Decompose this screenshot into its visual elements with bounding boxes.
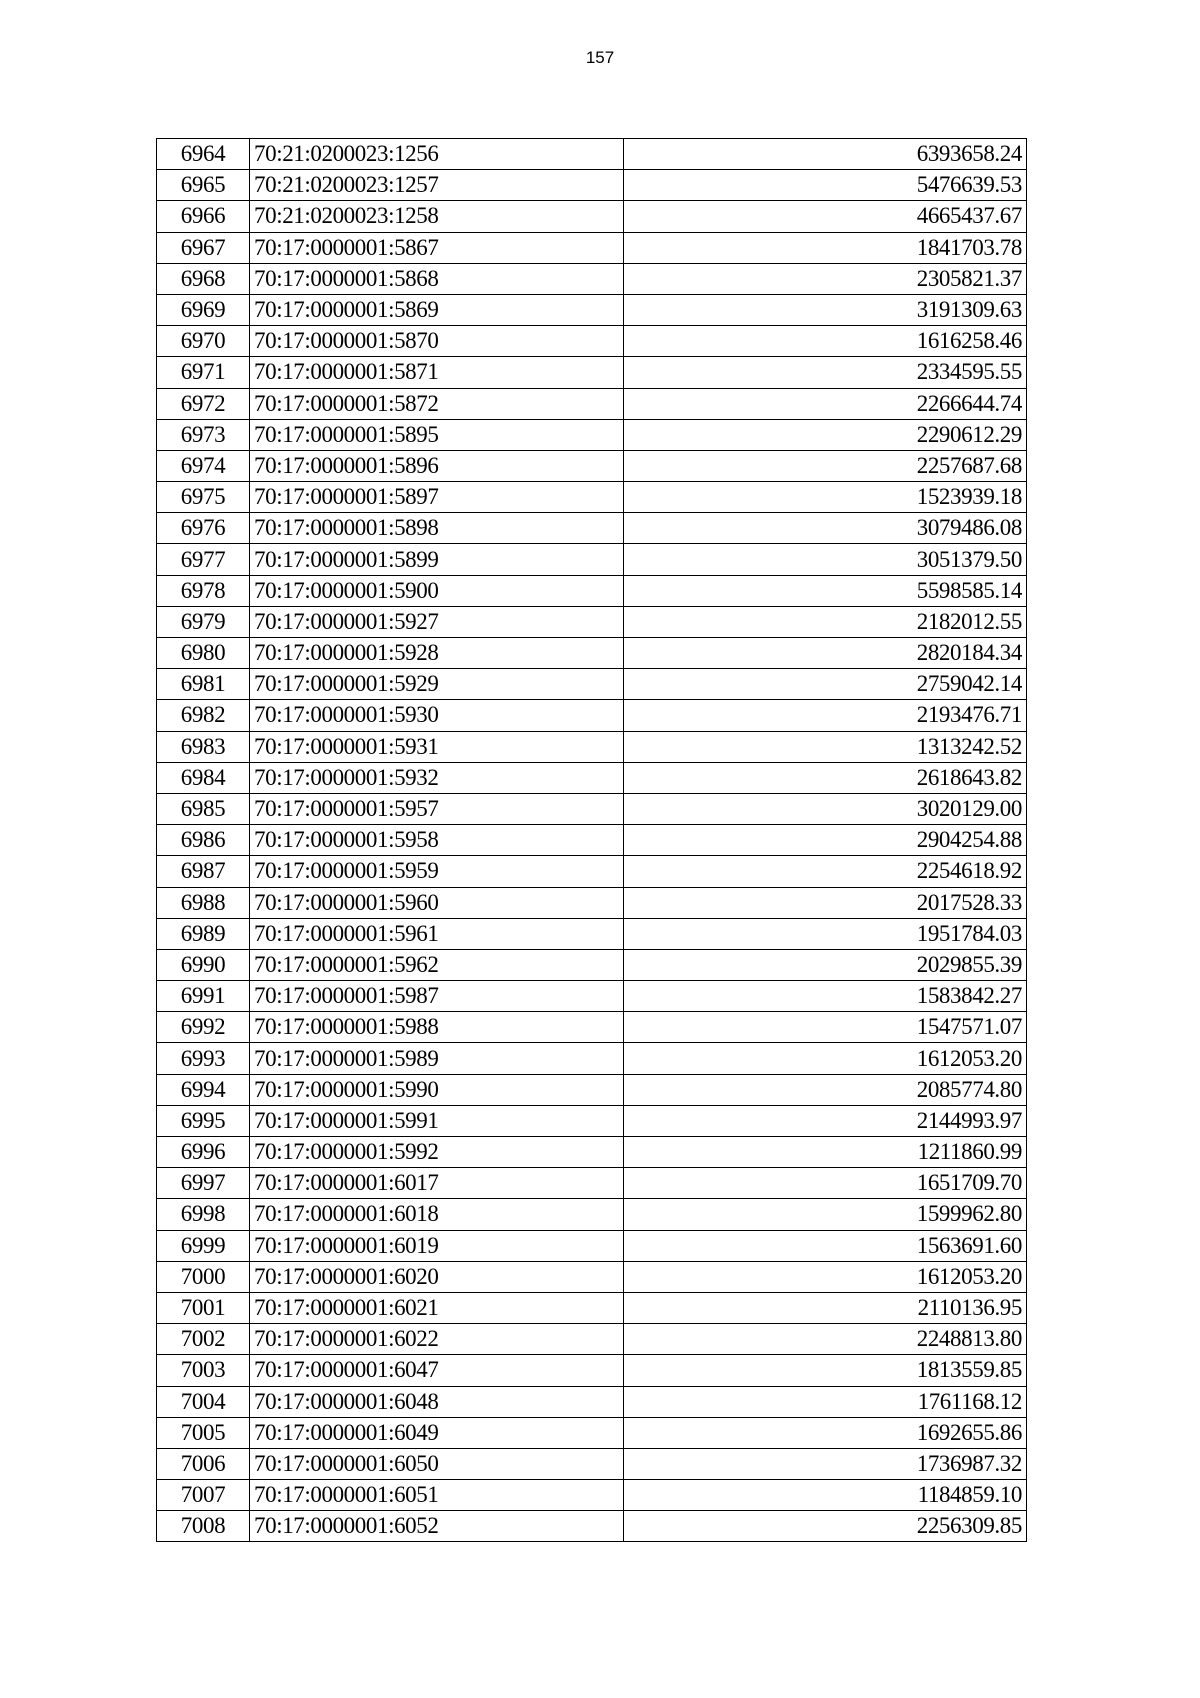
table-row — [157, 762, 1027, 793]
table-row — [157, 1199, 1027, 1230]
table-row — [157, 450, 1027, 481]
value-cell: 1211860.99 — [624, 1137, 1027, 1168]
table-row — [157, 1292, 1027, 1323]
value-cell: 2305821.37 — [624, 263, 1027, 294]
table-row — [157, 232, 1027, 263]
table-row — [157, 887, 1027, 918]
cadastral-number-cell: 70:17:0000001:5959 — [250, 856, 624, 887]
row-number-cell: 7001 — [157, 1292, 250, 1323]
table-row — [157, 201, 1027, 232]
cadastral-number-cell: 70:17:0000001:5898 — [250, 513, 624, 544]
cadastral-number-cell: 70:17:0000001:5992 — [250, 1137, 624, 1168]
row-number-cell: 6985 — [157, 793, 250, 824]
value-cell: 2254618.92 — [624, 856, 1027, 887]
cadastral-number-cell: 70:17:0000001:5870 — [250, 326, 624, 357]
value-cell: 2334595.55 — [624, 357, 1027, 388]
row-number-cell: 6971 — [157, 357, 250, 388]
value-cell: 2904254.88 — [624, 825, 1027, 856]
cadastral-number-cell: 70:17:0000001:5869 — [250, 294, 624, 325]
cadastral-number-cell: 70:17:0000001:6019 — [250, 1230, 624, 1261]
table-row — [157, 482, 1027, 513]
value-cell: 3051379.50 — [624, 544, 1027, 575]
cadastral-number-cell: 70:21:0200023:1256 — [250, 139, 624, 170]
cadastral-number-cell: 70:17:0000001:5929 — [250, 669, 624, 700]
cadastral-number-cell: 70:17:0000001:6050 — [250, 1448, 624, 1479]
cadastral-number-cell: 70:17:0000001:6021 — [250, 1292, 624, 1323]
value-cell: 1951784.03 — [624, 918, 1027, 949]
cadastral-number-cell: 70:17:0000001:6048 — [250, 1386, 624, 1417]
row-number-cell: 6972 — [157, 388, 250, 419]
cadastral-number-cell: 70:17:0000001:5962 — [250, 949, 624, 980]
table-row — [157, 357, 1027, 388]
cadastral-number-cell: 70:17:0000001:5961 — [250, 918, 624, 949]
value-cell: 1612053.20 — [624, 1043, 1027, 1074]
table-row — [157, 918, 1027, 949]
table-row — [157, 825, 1027, 856]
table-row — [157, 1074, 1027, 1105]
table-row — [157, 1012, 1027, 1043]
cadastral-number-cell: 70:17:0000001:5895 — [250, 419, 624, 450]
cadastral-number-cell: 70:17:0000001:5899 — [250, 544, 624, 575]
value-cell: 1583842.27 — [624, 981, 1027, 1012]
table-row — [157, 326, 1027, 357]
row-number-cell: 6982 — [157, 700, 250, 731]
table-row — [157, 1324, 1027, 1355]
value-cell: 5598585.14 — [624, 575, 1027, 606]
row-number-cell: 6970 — [157, 326, 250, 357]
cadastral-number-cell: 70:17:0000001:6052 — [250, 1511, 624, 1542]
row-number-cell: 6999 — [157, 1230, 250, 1261]
table-row — [157, 1043, 1027, 1074]
value-cell: 2017528.33 — [624, 887, 1027, 918]
value-cell: 2618643.82 — [624, 762, 1027, 793]
value-cell: 2266644.74 — [624, 388, 1027, 419]
table-row — [157, 981, 1027, 1012]
row-number-cell: 6998 — [157, 1199, 250, 1230]
cadastral-number-cell: 70:17:0000001:5928 — [250, 638, 624, 669]
table-row — [157, 1137, 1027, 1168]
value-cell: 1651709.70 — [624, 1168, 1027, 1199]
table-row — [157, 1417, 1027, 1448]
value-cell: 2193476.71 — [624, 700, 1027, 731]
table-row — [157, 170, 1027, 201]
row-number-cell: 6993 — [157, 1043, 250, 1074]
value-cell: 1616258.46 — [624, 326, 1027, 357]
row-number-cell: 7002 — [157, 1324, 250, 1355]
row-number-cell: 6983 — [157, 731, 250, 762]
row-number-cell: 7005 — [157, 1417, 250, 1448]
row-number-cell: 6967 — [157, 232, 250, 263]
value-cell: 4665437.67 — [624, 201, 1027, 232]
row-number-cell: 6978 — [157, 575, 250, 606]
cadastral-number-cell: 70:17:0000001:5960 — [250, 887, 624, 918]
value-cell: 2248813.80 — [624, 1324, 1027, 1355]
data-table — [156, 138, 1027, 1542]
table-row — [157, 731, 1027, 762]
value-cell: 1184859.10 — [624, 1480, 1027, 1511]
cadastral-number-cell: 70:17:0000001:6018 — [250, 1199, 624, 1230]
value-cell: 2257687.68 — [624, 450, 1027, 481]
row-number-cell: 6964 — [157, 139, 250, 170]
table-row — [157, 856, 1027, 887]
table-row — [157, 949, 1027, 980]
cadastral-number-cell: 70:17:0000001:5957 — [250, 793, 624, 824]
cadastral-number-cell: 70:17:0000001:6049 — [250, 1417, 624, 1448]
table-row — [157, 139, 1027, 170]
row-number-cell: 6977 — [157, 544, 250, 575]
value-cell: 1612053.20 — [624, 1261, 1027, 1292]
cadastral-number-cell: 70:17:0000001:6051 — [250, 1480, 624, 1511]
row-number-cell: 6979 — [157, 606, 250, 637]
cadastral-number-cell: 70:17:0000001:5991 — [250, 1105, 624, 1136]
table-row — [157, 1105, 1027, 1136]
value-cell: 2182012.55 — [624, 606, 1027, 637]
cadastral-number-cell: 70:17:0000001:5958 — [250, 825, 624, 856]
row-number-cell: 6969 — [157, 294, 250, 325]
value-cell: 2144993.97 — [624, 1105, 1027, 1136]
cadastral-number-cell: 70:17:0000001:5987 — [250, 981, 624, 1012]
cadastral-number-cell: 70:17:0000001:5930 — [250, 700, 624, 731]
row-number-cell: 6995 — [157, 1105, 250, 1136]
cadastral-number-cell: 70:17:0000001:5867 — [250, 232, 624, 263]
cadastral-number-cell: 70:17:0000001:5988 — [250, 1012, 624, 1043]
value-cell: 1563691.60 — [624, 1230, 1027, 1261]
row-number-cell: 6980 — [157, 638, 250, 669]
table-row — [157, 669, 1027, 700]
row-number-cell: 6968 — [157, 263, 250, 294]
row-number-cell: 6966 — [157, 201, 250, 232]
row-number-cell: 7000 — [157, 1261, 250, 1292]
value-cell: 1547571.07 — [624, 1012, 1027, 1043]
table-row — [157, 1448, 1027, 1479]
row-number-cell: 6974 — [157, 450, 250, 481]
value-cell: 1736987.32 — [624, 1448, 1027, 1479]
table-body — [157, 139, 1027, 1542]
row-number-cell: 6975 — [157, 482, 250, 513]
cadastral-number-cell: 70:17:0000001:5896 — [250, 450, 624, 481]
cadastral-number-cell: 70:17:0000001:5931 — [250, 731, 624, 762]
row-number-cell: 7006 — [157, 1448, 250, 1479]
cadastral-number-cell: 70:17:0000001:5932 — [250, 762, 624, 793]
table-row — [157, 575, 1027, 606]
row-number-cell: 7008 — [157, 1511, 250, 1542]
table-row — [157, 388, 1027, 419]
value-cell: 1313242.52 — [624, 731, 1027, 762]
row-number-cell: 6991 — [157, 981, 250, 1012]
row-number-cell: 6987 — [157, 856, 250, 887]
row-number-cell: 6997 — [157, 1168, 250, 1199]
cadastral-number-cell: 70:17:0000001:5868 — [250, 263, 624, 294]
table-row — [157, 419, 1027, 450]
table-row — [157, 700, 1027, 731]
value-cell: 6393658.24 — [624, 139, 1027, 170]
table-row — [157, 1480, 1027, 1511]
value-cell: 5476639.53 — [624, 170, 1027, 201]
value-cell: 1813559.85 — [624, 1355, 1027, 1386]
cadastral-number-cell: 70:17:0000001:5871 — [250, 357, 624, 388]
value-cell: 2290612.29 — [624, 419, 1027, 450]
value-cell: 1523939.18 — [624, 482, 1027, 513]
value-cell: 3020129.00 — [624, 793, 1027, 824]
cadastral-number-cell: 70:17:0000001:5990 — [250, 1074, 624, 1105]
cadastral-number-cell: 70:17:0000001:5900 — [250, 575, 624, 606]
row-number-cell: 6973 — [157, 419, 250, 450]
value-cell: 3079486.08 — [624, 513, 1027, 544]
row-number-cell: 6990 — [157, 949, 250, 980]
value-cell: 2256309.85 — [624, 1511, 1027, 1542]
table-row — [157, 1261, 1027, 1292]
value-cell: 1599962.80 — [624, 1199, 1027, 1230]
row-number-cell: 6976 — [157, 513, 250, 544]
table-row — [157, 1355, 1027, 1386]
table-row — [157, 638, 1027, 669]
table-row — [157, 793, 1027, 824]
cadastral-number-cell: 70:17:0000001:5872 — [250, 388, 624, 419]
row-number-cell: 6989 — [157, 918, 250, 949]
table-row — [157, 1230, 1027, 1261]
value-cell: 2110136.95 — [624, 1292, 1027, 1323]
value-cell: 2085774.80 — [624, 1074, 1027, 1105]
row-number-cell: 6996 — [157, 1137, 250, 1168]
table-row — [157, 544, 1027, 575]
table-row — [157, 263, 1027, 294]
value-cell: 3191309.63 — [624, 294, 1027, 325]
table-row — [157, 513, 1027, 544]
row-number-cell: 6965 — [157, 170, 250, 201]
value-cell: 2759042.14 — [624, 669, 1027, 700]
row-number-cell: 6994 — [157, 1074, 250, 1105]
row-number-cell: 6984 — [157, 762, 250, 793]
cadastral-number-cell: 70:21:0200023:1257 — [250, 170, 624, 201]
table-row — [157, 294, 1027, 325]
cadastral-number-cell: 70:17:0000001:5927 — [250, 606, 624, 637]
row-number-cell: 6992 — [157, 1012, 250, 1043]
row-number-cell: 7003 — [157, 1355, 250, 1386]
value-cell: 1841703.78 — [624, 232, 1027, 263]
cadastral-number-cell: 70:21:0200023:1258 — [250, 201, 624, 232]
cadastral-number-cell: 70:17:0000001:5989 — [250, 1043, 624, 1074]
cadastral-number-cell: 70:17:0000001:6022 — [250, 1324, 624, 1355]
table-row — [157, 1386, 1027, 1417]
table-row — [157, 1511, 1027, 1542]
cadastral-number-cell: 70:17:0000001:5897 — [250, 482, 624, 513]
row-number-cell: 7007 — [157, 1480, 250, 1511]
row-number-cell: 6988 — [157, 887, 250, 918]
row-number-cell: 6986 — [157, 825, 250, 856]
cadastral-number-cell: 70:17:0000001:6020 — [250, 1261, 624, 1292]
cadastral-number-cell: 70:17:0000001:6017 — [250, 1168, 624, 1199]
value-cell: 1692655.86 — [624, 1417, 1027, 1448]
table-row — [157, 1168, 1027, 1199]
value-cell: 1761168.12 — [624, 1386, 1027, 1417]
row-number-cell: 7004 — [157, 1386, 250, 1417]
value-cell: 2820184.34 — [624, 638, 1027, 669]
value-cell: 2029855.39 — [624, 949, 1027, 980]
cadastral-number-cell: 70:17:0000001:6047 — [250, 1355, 624, 1386]
row-number-cell: 6981 — [157, 669, 250, 700]
table-row — [157, 606, 1027, 637]
page-number: 157 — [585, 48, 615, 67]
